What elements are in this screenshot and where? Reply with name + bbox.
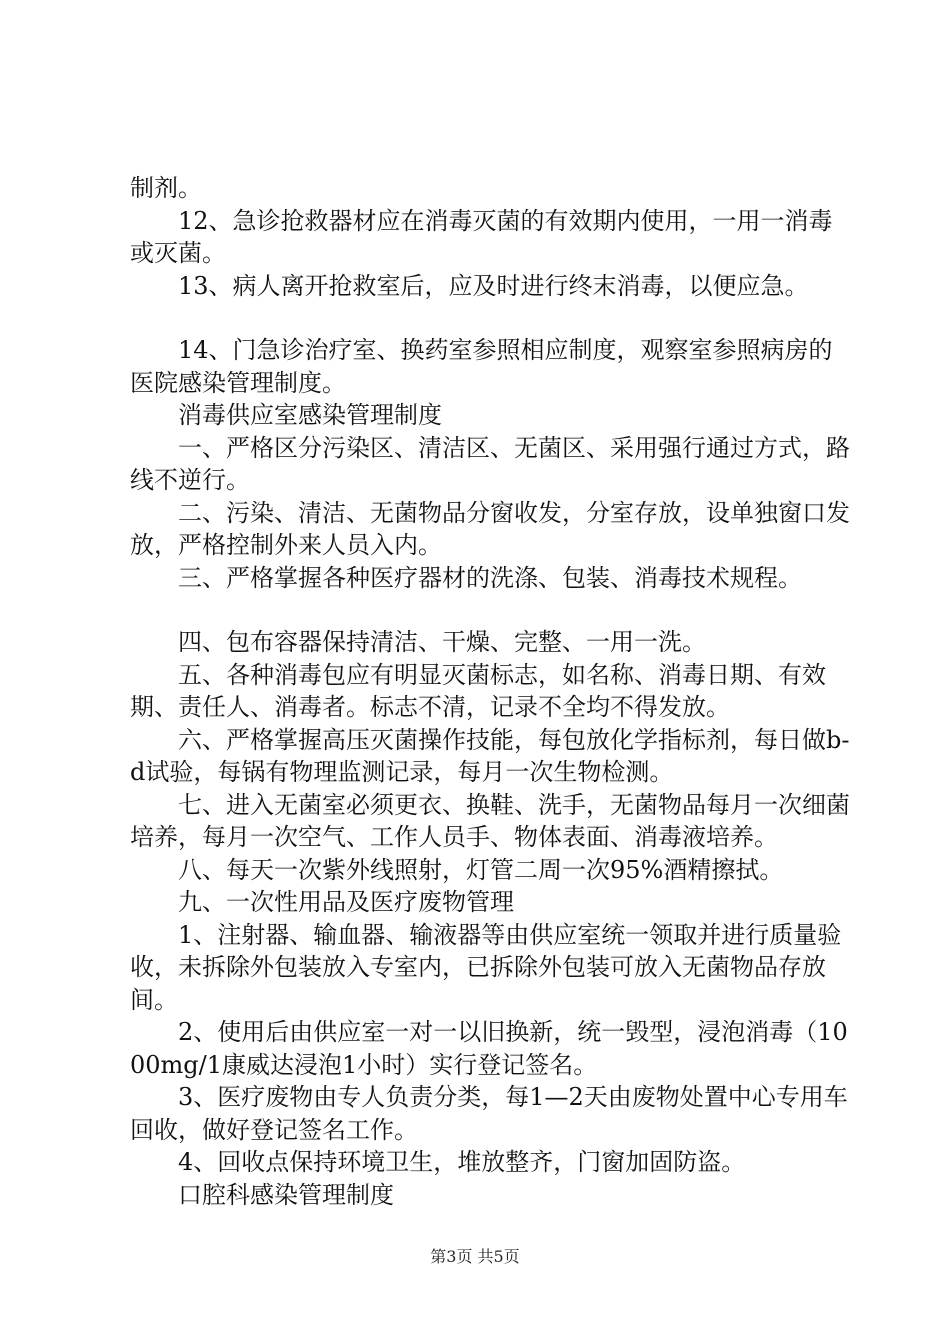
paragraph-rule-9: 九、一次性用品及医疗废物管理 — [178, 888, 514, 916]
paragraph-rule-6: 六、严格掌握高压灭菌操作技能，每包放化学指标剂，每日做b-d试验，每锅有物理监测记录，每月一次生物检测。 — [130, 725, 850, 786]
section-heading-dental: 口腔科感染管理制度 — [178, 1180, 394, 1209]
paragraph-rule-5: 五、各种消毒包应有明显灭菌标志，如名称、消毒日期、有效期、责任人、消毒者。标志不清，记录不全均不得发放。 — [130, 660, 826, 721]
paragraph-item-12: 12、急诊抢救器材应在消毒灭菌的有效期内使用，一用一消毒或灭菌。 — [130, 206, 833, 267]
section-heading-sterile-supply: 消毒供应室感染管理制度 — [178, 401, 442, 429]
page-footer: 第3页 共5页 — [430, 1247, 520, 1266]
paragraph-subrule-3: 3、医疗废物由专人负责分类，每1—2天由废物处置中心专用车回收，做好登记签名工作。 — [130, 1083, 848, 1144]
paragraph-subrule-1: 1、注射器、输血器、输液器等由供应室统一领取并进行质量验收，未拆除外包装放入专室内，已拆除外包装可放入无菌物品存放间。 — [130, 920, 842, 1014]
paragraph-rule-7: 七、进入无菌室必须更衣、换鞋、洗手，无菌物品每月一次细菌培养，每月一次空气、工作人员手、物体表面、消毒液培养。 — [130, 790, 850, 851]
paragraph-subrule-2: 2、使用后由供应室一对一以旧换新，统一毁型，浸泡消毒（1000mg/1康威达浸泡1小时）实行登记签名。 — [130, 1018, 848, 1079]
paragraph-rule-3: 三、严格掌握各种医疗器材的洗涤、包装、消毒技术规程。 — [178, 563, 802, 592]
paragraph-rule-8: 八、每天一次紫外线照射，灯管二周一次95%酒精擦拭。 — [178, 855, 784, 884]
document-body — [130, 172, 850, 1211]
paragraph-rule-2: 二、污染、清洁、无菌物品分窗收发，分室存放，设单独窗口发放，严格控制外来人员入内。 — [130, 498, 850, 559]
paragraph-rule-4: 四、包布容器保持清洁、干燥、完整、一用一洗。 — [178, 628, 706, 656]
paragraph-continuation: 制剂。 — [130, 174, 202, 202]
paragraph-rule-1: 一、严格区分污染区、清洁区、无菌区、采用强行通过方式，路线不逆行。 — [130, 433, 850, 494]
paragraph-item-14: 14、门急诊治疗室、换药室参照相应制度，观察室参照病房的医院感染管理制度。 — [130, 336, 833, 397]
paragraph-item-13: 13、病人离开抢救室后，应及时进行终末消毒，以便应急。 — [178, 271, 809, 300]
paragraph-subrule-4: 4、回收点保持环境卫生，堆放整齐，门窗加固防盗。 — [178, 1148, 746, 1176]
